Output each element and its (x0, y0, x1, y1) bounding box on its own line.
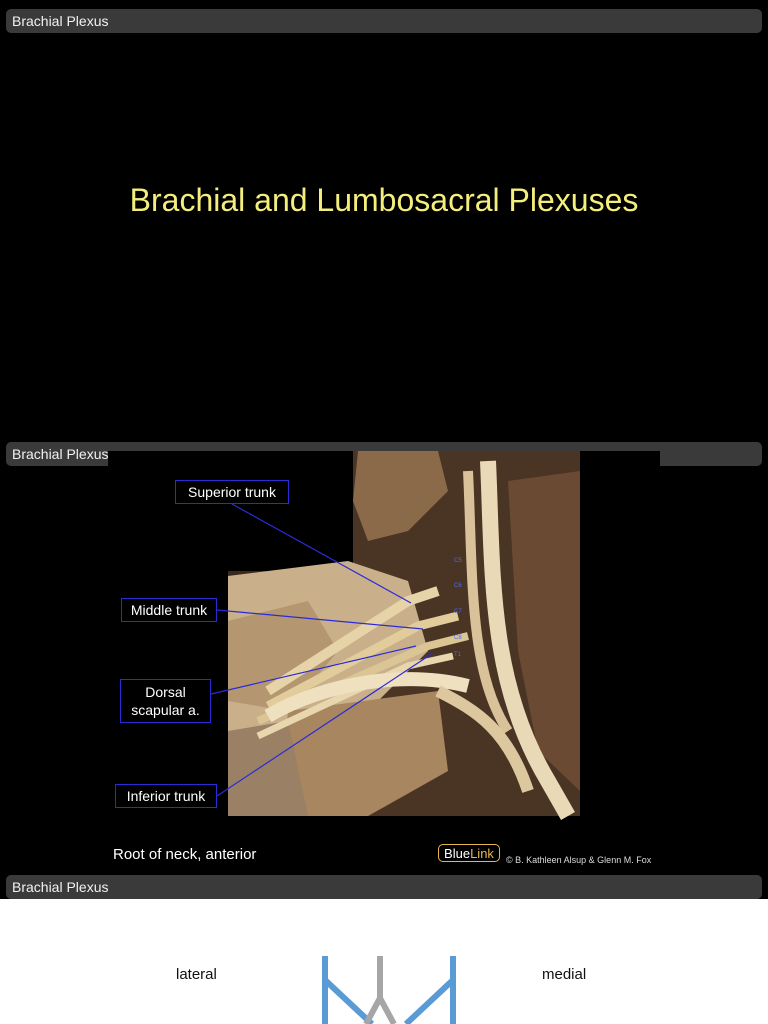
slide1-header-text: Brachial Plexus (12, 13, 109, 29)
diagram-left-branch (325, 980, 372, 1024)
root-label-c5: C5 (454, 558, 462, 564)
plexus-diagram (310, 950, 470, 1024)
diagram-right-branch (406, 980, 453, 1024)
slide2-header-text: Brachial Plexus (12, 446, 109, 462)
root-label-t1: T1 (454, 652, 462, 658)
callout-dorsal-scapular (120, 679, 211, 723)
root-label-c7: C7 (454, 609, 462, 615)
label-medial: medial (542, 966, 587, 983)
label-lateral: lateral (176, 966, 217, 983)
copyright-text: © B. Kathleen Alsup & Glenn M. Fox (506, 855, 652, 865)
bluelink-logo[interactable] (438, 844, 500, 862)
root-label-c8: C8 (454, 635, 462, 641)
callout-dorsal-line1: Dorsal (145, 684, 186, 700)
slide3-header-bar (6, 875, 762, 899)
bluelink-link-text: Link (470, 846, 494, 861)
callout-dorsal-line2: scapular a. (131, 702, 200, 718)
callout-middle-trunk: Middle trunk (121, 598, 217, 622)
bluelink-blue-text: Blue (444, 846, 471, 861)
callout-superior-trunk: Superior trunk (175, 480, 289, 504)
diagram-center-left (366, 998, 380, 1024)
callout-inferior-trunk: Inferior trunk (115, 784, 217, 808)
root-label-c6: C6 (454, 583, 462, 589)
slide1-title: Brachial and Lumbosacral Plexuses (129, 182, 639, 218)
slide2-caption: Root of neck, anterior (113, 846, 257, 863)
slide3-header-text: Brachial Plexus (12, 879, 109, 895)
slide1-header-bar (6, 9, 762, 33)
diagram-center-right (380, 998, 394, 1024)
